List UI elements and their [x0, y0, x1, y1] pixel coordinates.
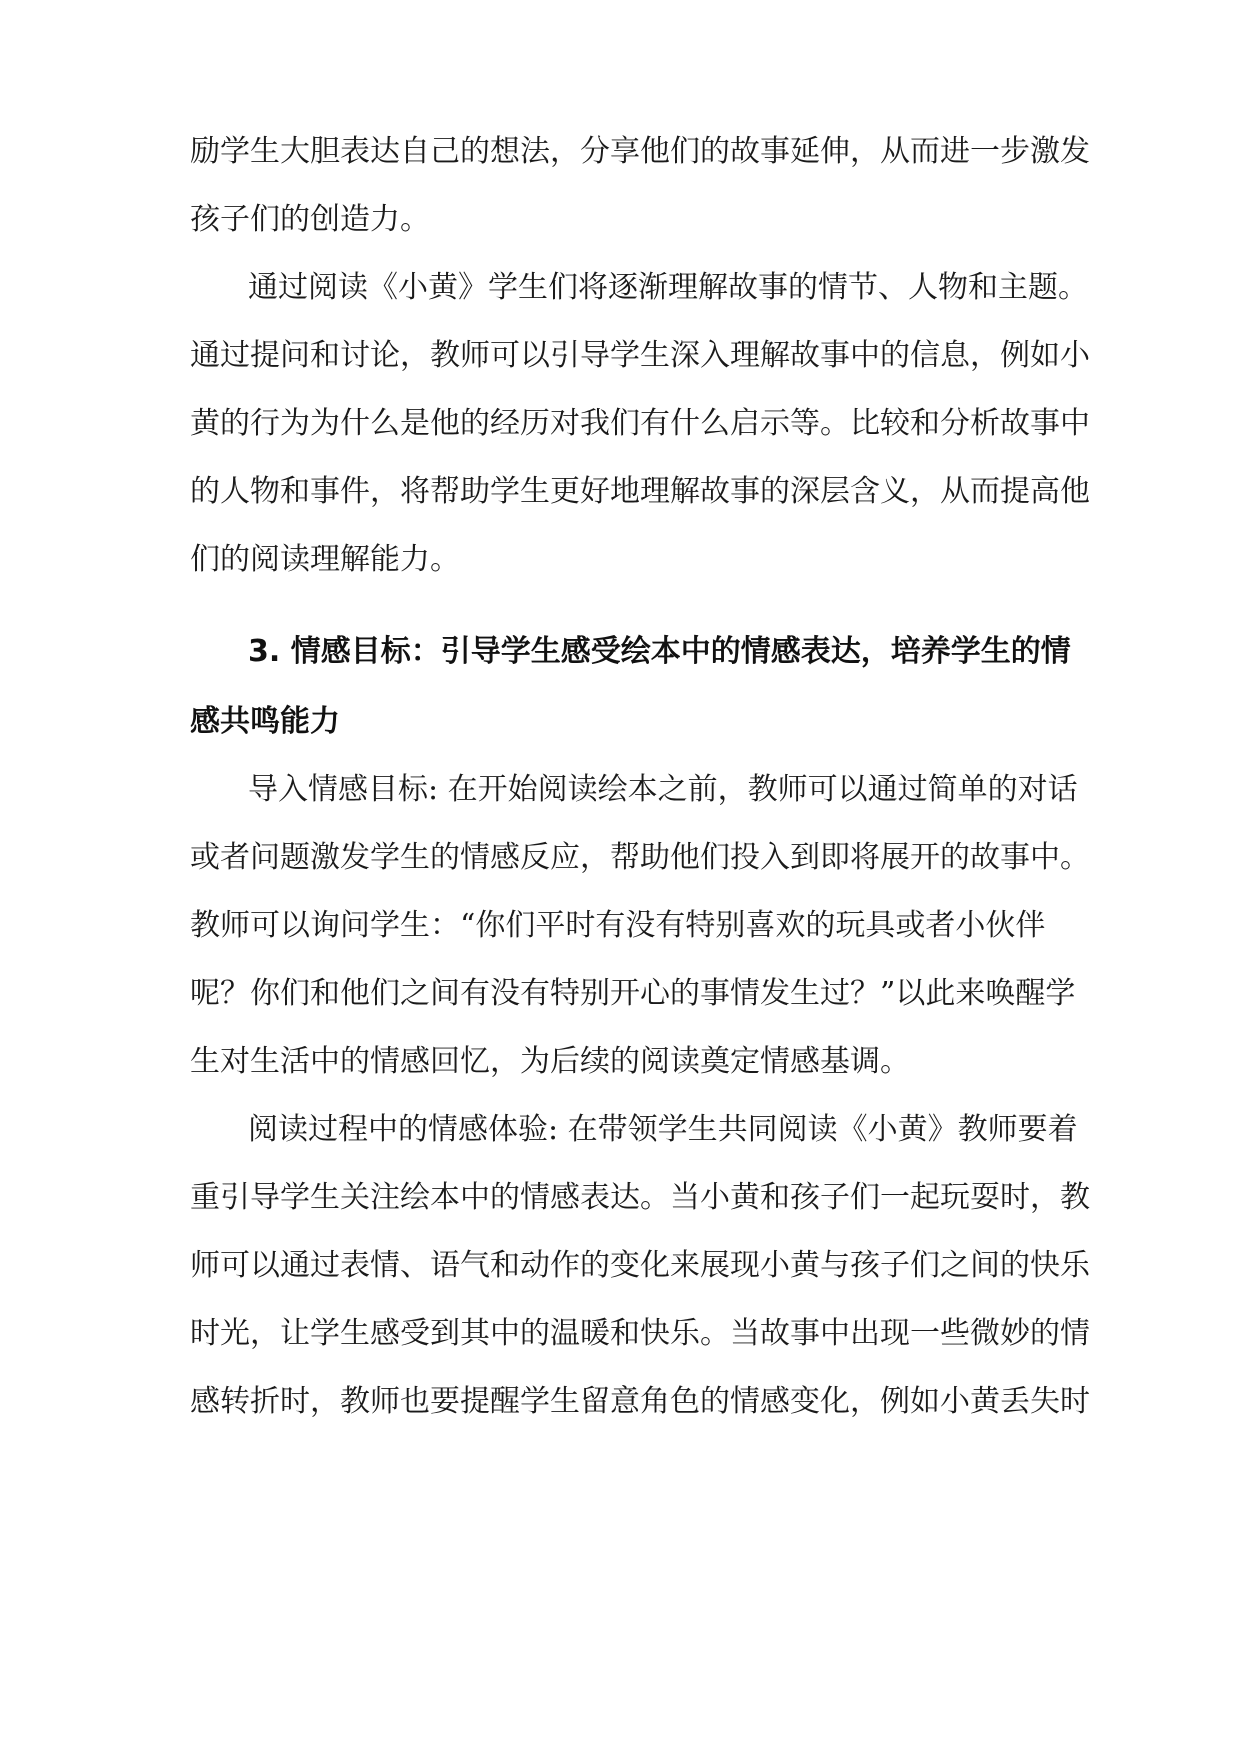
paragraph-3-line-2: 或者问题激发学生的情感反应，帮助他们投入到即将展开的故事中。: [190, 840, 1090, 875]
paragraph-3-line-3: 教师可以询问学生：“你们平时有没有特别喜欢的玩具或者小伙伴: [190, 908, 1046, 943]
section-heading-line-2: 感共鸣能力: [190, 704, 340, 739]
paragraph-3-line-1: 导入情感目标: 在开始阅读绘本之前，教师可以通过简单的对话: [248, 772, 1078, 807]
paragraph-3-line-5: 生对生活中的情感回忆，为后续的阅读奠定情感基调。: [190, 1044, 910, 1079]
paragraph-4-line-1: 阅读过程中的情感体验: 在带领学生共同阅读《小黄》教师要着: [248, 1112, 1078, 1147]
paragraph-4-line-2: 重引导学生关注绘本中的情感表达。当小黄和孩子们一起玩耍时，教: [190, 1180, 1090, 1215]
paragraph-2-line-2: 通过提问和讨论，教师可以引导学生深入理解故事中的信息，例如小: [190, 338, 1090, 373]
paragraph-4-line-4: 时光，让学生感受到其中的温暖和快乐。当故事中出现一些微妙的情: [190, 1316, 1090, 1351]
section-heading-line-1: 3. 情感目标：引导学生感受绘本中的情感表达，培养学生的情: [248, 634, 1071, 669]
paragraph-2-line-4: 的人物和事件，将帮助学生更好地理解故事的深层含义，从而提高他: [190, 474, 1090, 509]
paragraph-2-line-3: 黄的行为为什么是他的经历对我们有什么启示等。比较和分析故事中: [190, 406, 1090, 441]
paragraph-4-line-3: 师可以通过表情、语气和动作的变化来展现小黄与孩子们之间的快乐: [190, 1248, 1090, 1283]
paragraph-4-line-5: 感转折时，教师也要提醒学生留意角色的情感变化，例如小黄丢失时: [190, 1384, 1090, 1419]
paragraph-2-line-5: 们的阅读理解能力。: [190, 542, 460, 577]
paragraph-2-line-1: 通过阅读《小黄》学生们将逐渐理解故事的情节、人物和主题。: [248, 270, 1088, 305]
paragraph-3-line-4: 呢？你们和他们之间有没有特别开心的事情发生过？”以此来唤醒学: [190, 976, 1076, 1011]
paragraph-1-line-1: 励学生大胆表达自己的想法，分享他们的故事延伸，从而进一步激发: [190, 134, 1090, 169]
paragraph-1-line-2: 孩子们的创造力。: [190, 202, 430, 237]
